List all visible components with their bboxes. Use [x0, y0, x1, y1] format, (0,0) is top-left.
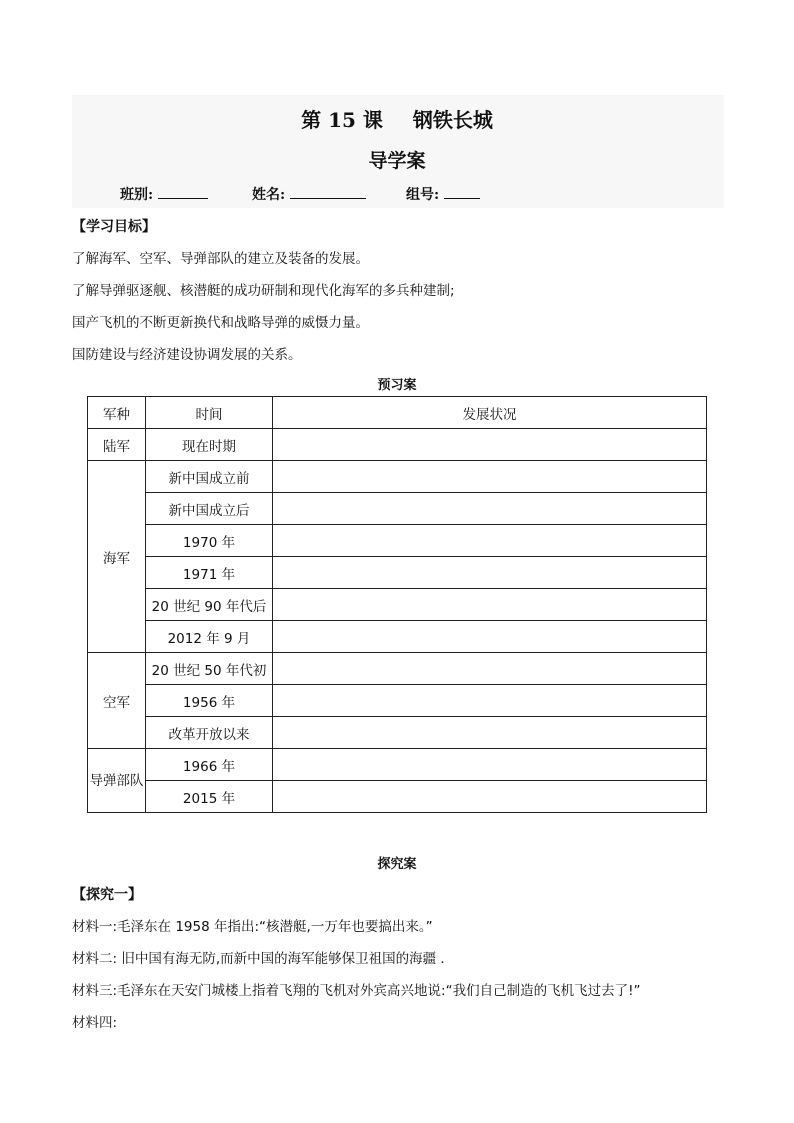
branch-navy: 海军	[88, 461, 146, 653]
objective-item: 国防建设与经济建设协调发展的关系。	[72, 347, 302, 363]
time-cell: 现在时期	[146, 429, 273, 461]
table-row	[88, 685, 707, 717]
table-header-row	[88, 397, 707, 429]
header-time: 时间	[146, 397, 273, 429]
time-cell: 2015 年	[146, 781, 273, 813]
status-cell[interactable]	[273, 525, 707, 557]
time-cell: 20 世纪 50 年代初	[146, 653, 273, 685]
header-branch: 军种	[88, 397, 146, 429]
table-row	[88, 557, 707, 589]
status-cell[interactable]	[273, 493, 707, 525]
time-cell: 新中国成立后	[146, 493, 273, 525]
table-row	[88, 717, 707, 749]
status-cell[interactable]	[273, 717, 707, 749]
table-row	[88, 749, 707, 781]
table-row	[88, 525, 707, 557]
name-blank[interactable]	[290, 184, 366, 199]
class-field	[120, 184, 208, 204]
class-blank[interactable]	[158, 184, 208, 199]
page-title	[0, 104, 794, 133]
lesson-number: 第 15 课	[301, 108, 383, 132]
lesson-name: 钢铁长城	[412, 108, 493, 132]
material-item: 材料四:	[72, 1015, 118, 1031]
group-field	[406, 184, 480, 204]
objective-item: 国产飞机的不断更新换代和战略导弹的威慑力量。	[72, 315, 369, 331]
objective-item: 了解海军、空军、导弹部队的建立及装备的发展。	[72, 251, 369, 267]
time-cell: 1970 年	[146, 525, 273, 557]
status-cell[interactable]	[273, 621, 707, 653]
name-field	[252, 184, 366, 204]
table-row	[88, 461, 707, 493]
status-cell[interactable]	[273, 429, 707, 461]
table-row	[88, 781, 707, 813]
status-cell[interactable]	[273, 685, 707, 717]
preview-table	[87, 396, 707, 813]
table-row	[88, 429, 707, 461]
table-row	[88, 621, 707, 653]
status-cell[interactable]	[273, 781, 707, 813]
time-cell: 1971 年	[146, 557, 273, 589]
status-cell[interactable]	[273, 749, 707, 781]
table-row	[88, 493, 707, 525]
material-item: 材料二: 旧中国有海无防,而新中国的海军能够保卫祖国的海疆 .	[72, 951, 445, 967]
explore-caption: 探究案	[377, 857, 417, 872]
material-item: 材料一:毛泽东在 1958 年指出:“核潜艇,一万年也要搞出来。”	[72, 919, 433, 935]
time-cell: 新中国成立前	[146, 461, 273, 493]
preview-caption: 预习案	[377, 378, 417, 393]
name-label: 姓名:	[252, 187, 286, 203]
table-row	[88, 653, 707, 685]
explore-heading: 【探究一】	[72, 887, 142, 903]
page-subtitle: 导学案	[368, 150, 426, 172]
status-cell[interactable]	[273, 557, 707, 589]
group-label: 组号:	[406, 187, 440, 203]
status-cell[interactable]	[273, 461, 707, 493]
time-cell: 20 世纪 90 年代后	[146, 589, 273, 621]
time-cell: 1966 年	[146, 749, 273, 781]
objectives-heading: 【学习目标】	[72, 219, 156, 235]
branch-airforce: 空军	[88, 653, 146, 749]
group-blank[interactable]	[444, 184, 480, 199]
time-cell: 改革开放以来	[146, 717, 273, 749]
time-cell: 2012 年 9 月	[146, 621, 273, 653]
class-label: 班别:	[120, 187, 154, 203]
material-item: 材料三:毛泽东在天安门城楼上指着飞翔的飞机对外宾高兴地说:“我们自己制造的飞机飞过去了!”	[72, 983, 641, 999]
time-cell: 1956 年	[146, 685, 273, 717]
status-cell[interactable]	[273, 653, 707, 685]
status-cell[interactable]	[273, 589, 707, 621]
branch-army: 陆军	[88, 429, 146, 461]
objective-item: 了解导弹驱逐舰、核潜艇的成功研制和现代化海军的多兵种建制;	[72, 283, 455, 299]
branch-missile: 导弹部队	[88, 749, 146, 813]
table-row	[88, 589, 707, 621]
header-status: 发展状况	[273, 397, 707, 429]
